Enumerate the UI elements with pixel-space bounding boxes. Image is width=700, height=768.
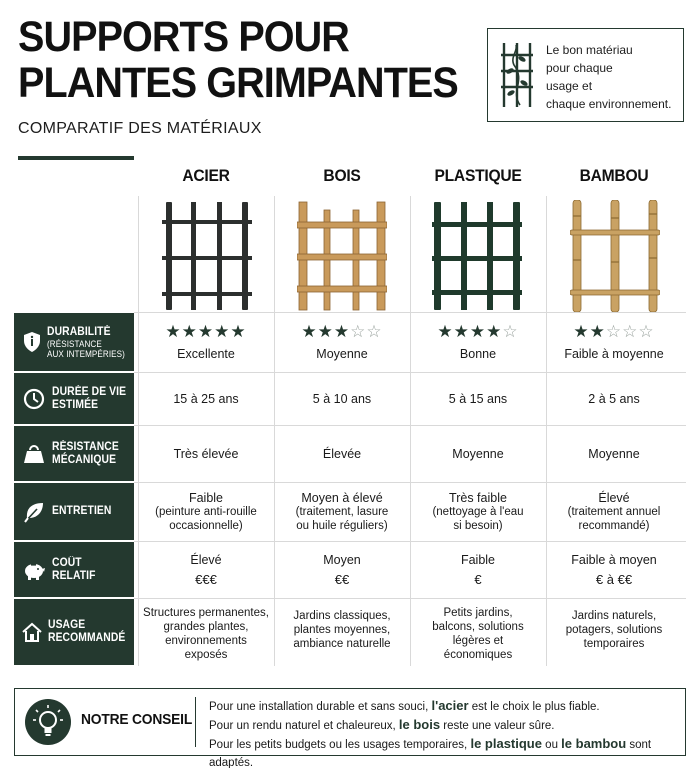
- row-label-title: RELATIF: [52, 569, 96, 582]
- row-label-title: MÉCANIQUE: [52, 453, 117, 466]
- star-empty-icon: ☆: [638, 322, 655, 341]
- house-icon: [16, 621, 48, 643]
- column-header-bois: BOIS: [323, 166, 361, 185]
- star-filled-icon: ★: [197, 322, 215, 341]
- cell-resistance-acier: [138, 426, 274, 481]
- cell-line: ambiance naturelle: [293, 638, 391, 650]
- star-filled-icon: ★: [333, 322, 351, 341]
- cell-value: Faible à moyenne: [564, 347, 664, 361]
- cell-entretien-bois: [274, 483, 410, 540]
- cell-value: Faible: [460, 552, 496, 567]
- title-line-1: SUPPORTS POUR: [18, 13, 349, 61]
- row-label-cout: [14, 542, 134, 597]
- highlight-plastique: le plastique: [470, 736, 542, 751]
- cell-cout-acier: [138, 542, 274, 597]
- cell-durabilite-bois: [274, 313, 410, 371]
- star-filled-icon: ★: [301, 322, 318, 341]
- cell-usage-bambou: [546, 601, 682, 661]
- trellis-steel-image: [162, 200, 252, 312]
- shield-icon: [16, 331, 47, 353]
- cell-value: Très faible: [449, 490, 507, 505]
- cell-value: Élevé: [598, 490, 630, 505]
- row-label-text: [47, 326, 125, 359]
- column-header-plastique: PLASTIQUE: [434, 166, 522, 185]
- trellis-plastic-image: [432, 200, 522, 312]
- row-label-duree-de-vie: [14, 373, 134, 424]
- lightbulb-icon: [25, 699, 71, 745]
- star-empty-icon: ☆: [366, 322, 383, 341]
- cell-duree-bambou: [546, 373, 682, 424]
- row-label-title: DURABILITÉ: [47, 325, 111, 338]
- trellis-wood-image: [297, 200, 387, 312]
- cell-entretien-acier: [138, 483, 274, 540]
- cell-value: Moyenne: [316, 347, 368, 361]
- row-label-title: DURÉE DE VIE: [51, 385, 126, 398]
- cell-value: Très élevée: [173, 446, 239, 461]
- cell-usage-plastique: [410, 601, 546, 667]
- advice-line-1: Pour une installation durable et sans souci, l'acier est le choix le plus fiable.: [209, 698, 600, 713]
- cost-symbol: €: [474, 571, 482, 587]
- row-label-sub: (RÉSISTANCE: [47, 338, 103, 349]
- cell-value: Moyen: [323, 552, 361, 567]
- star-filled-icon: ★: [165, 322, 182, 341]
- highlight-bois: le bois: [398, 717, 441, 732]
- trellis-plant-icon: [500, 41, 534, 109]
- star-empty-icon: ☆: [502, 322, 519, 341]
- callout-line: usage et: [546, 79, 593, 93]
- weight-icon: [16, 443, 52, 465]
- callout-line: chaque environnement.: [546, 97, 672, 111]
- page-title: [18, 14, 478, 106]
- row-label-usage: [14, 599, 134, 665]
- cell-durabilite-acier: [138, 313, 274, 371]
- piggy-bank-icon: [16, 560, 52, 580]
- row-label-title: ESTIMÉE: [51, 398, 98, 411]
- row-label-text: [52, 557, 96, 583]
- column-header-bambou: BAMBOU: [579, 166, 649, 185]
- cell-line: balcons, solutions: [432, 621, 524, 633]
- cell-resistance-bois: [274, 426, 410, 481]
- cell-value: Élevé: [190, 552, 222, 567]
- cost-symbol: €€€: [195, 571, 217, 587]
- cell-cout-bois: [274, 542, 410, 597]
- column-header-acier: ACIER: [182, 166, 230, 185]
- cell-value: 5 à 15 ans: [448, 391, 508, 406]
- rating-stars: [437, 323, 518, 341]
- star-filled-icon: ★: [453, 322, 470, 341]
- star-empty-icon: ☆: [350, 322, 367, 341]
- highlight-bambou: le bambou: [561, 736, 627, 751]
- cell-note: recommandé): [578, 519, 650, 532]
- advice-line-3: Pour les petits budgets ou les usages temporaires, le plastique ou le bambou sont adaptés.: [209, 736, 652, 768]
- callout-line: Le bon matériau: [546, 43, 633, 57]
- star-filled-icon: ★: [486, 322, 503, 341]
- cell-value: Bonne: [459, 347, 497, 361]
- cell-duree-bois: [274, 373, 410, 424]
- row-label-sub: AUX INTEMPÉRIES): [47, 348, 126, 359]
- cell-line: Jardins naturels,: [571, 610, 657, 622]
- cell-note: (traitement, lasure: [295, 505, 389, 518]
- cell-note: (peinture anti-rouille: [155, 505, 257, 518]
- cell-note: occasionnelle): [169, 519, 243, 532]
- cell-line: économiques: [443, 649, 513, 661]
- advice-divider: [195, 697, 196, 747]
- trellis-bamboo-image: [570, 200, 660, 312]
- star-filled-icon: ★: [181, 322, 198, 341]
- cell-value: Excellente: [177, 347, 235, 361]
- rating-stars: [573, 323, 654, 341]
- rating-stars: [165, 323, 246, 341]
- cell-value: 2 à 5 ans: [588, 391, 640, 406]
- row-divider: [134, 598, 686, 599]
- cell-note: ou huile réguliers): [296, 519, 388, 532]
- clock-icon: [16, 388, 52, 410]
- cost-symbol: € à €€: [595, 571, 633, 587]
- cell-value: Moyen à élevé: [301, 490, 383, 505]
- cell-resistance-bambou: [546, 426, 682, 481]
- cell-line: Jardins classiques,: [293, 610, 391, 622]
- star-empty-icon: ☆: [605, 322, 623, 341]
- cell-line: temporaires: [583, 638, 645, 650]
- row-label-resistance: [14, 426, 134, 481]
- star-empty-icon: ☆: [622, 322, 639, 341]
- cell-note: si besoin): [453, 519, 503, 532]
- callout-text: [546, 41, 682, 113]
- cell-line: plantes moyennes,: [293, 624, 391, 636]
- cell-note: (traitement annuel: [567, 505, 661, 518]
- cell-line: potagers, solutions: [565, 624, 663, 636]
- page-subtitle: COMPARATIF DES MATÉRIAUX: [18, 120, 262, 137]
- star-filled-icon: ★: [573, 322, 590, 341]
- cell-entretien-bambou: [546, 483, 682, 540]
- cell-line: Structures permanentes,: [143, 607, 269, 619]
- row-label-durabilite: [14, 313, 134, 371]
- row-label-title: RECOMMANDÉ: [48, 632, 126, 644]
- cell-value: Moyenne: [452, 446, 504, 461]
- cell-note: (nettoyage à l'eau: [432, 505, 524, 518]
- advice-text: [209, 697, 679, 768]
- cell-durabilite-bambou: [546, 313, 682, 371]
- highlight-acier: l'acier: [431, 698, 469, 713]
- cell-cout-bambou: [546, 542, 682, 597]
- advice-line-2: Pour un rendu naturel et chaleureux, le bois reste une valeur sûre.: [209, 717, 555, 732]
- cell-value: Moyenne: [588, 446, 640, 461]
- row-label-entretien: [14, 483, 134, 540]
- row-label-text: [52, 505, 111, 518]
- star-filled-icon: ★: [214, 322, 231, 341]
- star-filled-icon: ★: [317, 322, 334, 341]
- cell-usage-bois: [274, 601, 410, 661]
- leaf-icon: [16, 501, 52, 523]
- cell-line: Petits jardins,: [443, 607, 513, 619]
- rating-stars: [301, 323, 382, 341]
- row-label-title: ENTRETIEN: [52, 505, 112, 517]
- row-label-text: [52, 441, 119, 467]
- callout-box: [487, 28, 684, 122]
- star-filled-icon: ★: [589, 322, 606, 341]
- cell-duree-plastique: [410, 373, 546, 424]
- callout-line: pour chaque: [546, 61, 613, 75]
- advice-box: [14, 688, 686, 768]
- cell-usage-acier: [138, 601, 274, 667]
- cell-line: légères et: [452, 635, 504, 647]
- row-label-text: [52, 386, 126, 412]
- row-label-title: USAGE: [48, 619, 86, 631]
- cell-cout-plastique: [410, 542, 546, 597]
- star-filled-icon: ★: [230, 322, 247, 341]
- title-line-2: PLANTES GRIMPANTES: [18, 59, 458, 107]
- cell-durabilite-plastique: [410, 313, 546, 371]
- cell-value: Faible à moyen: [571, 552, 657, 567]
- cell-value: Faible: [188, 490, 224, 505]
- row-label-text: [48, 619, 125, 645]
- row-label-title: COÛT: [52, 556, 82, 569]
- cell-entretien-plastique: [410, 483, 546, 540]
- cell-value: 15 à 25 ans: [173, 391, 239, 406]
- star-filled-icon: ★: [437, 322, 454, 341]
- cell-line: environnements: [165, 635, 247, 647]
- star-filled-icon: ★: [469, 322, 487, 341]
- cell-duree-acier: [138, 373, 274, 424]
- row-label-title: RÉSISTANCE: [52, 440, 119, 453]
- cell-line: exposés: [184, 649, 228, 661]
- cell-resistance-plastique: [410, 426, 546, 481]
- cell-line: grandes plantes,: [163, 621, 249, 633]
- cost-symbol: €€: [334, 571, 350, 587]
- cell-value: 5 à 10 ans: [312, 391, 372, 406]
- advice-label: NOTRE CONSEIL: [81, 711, 193, 728]
- comparison-table: [14, 160, 686, 670]
- cell-value: Élevée: [322, 446, 362, 461]
